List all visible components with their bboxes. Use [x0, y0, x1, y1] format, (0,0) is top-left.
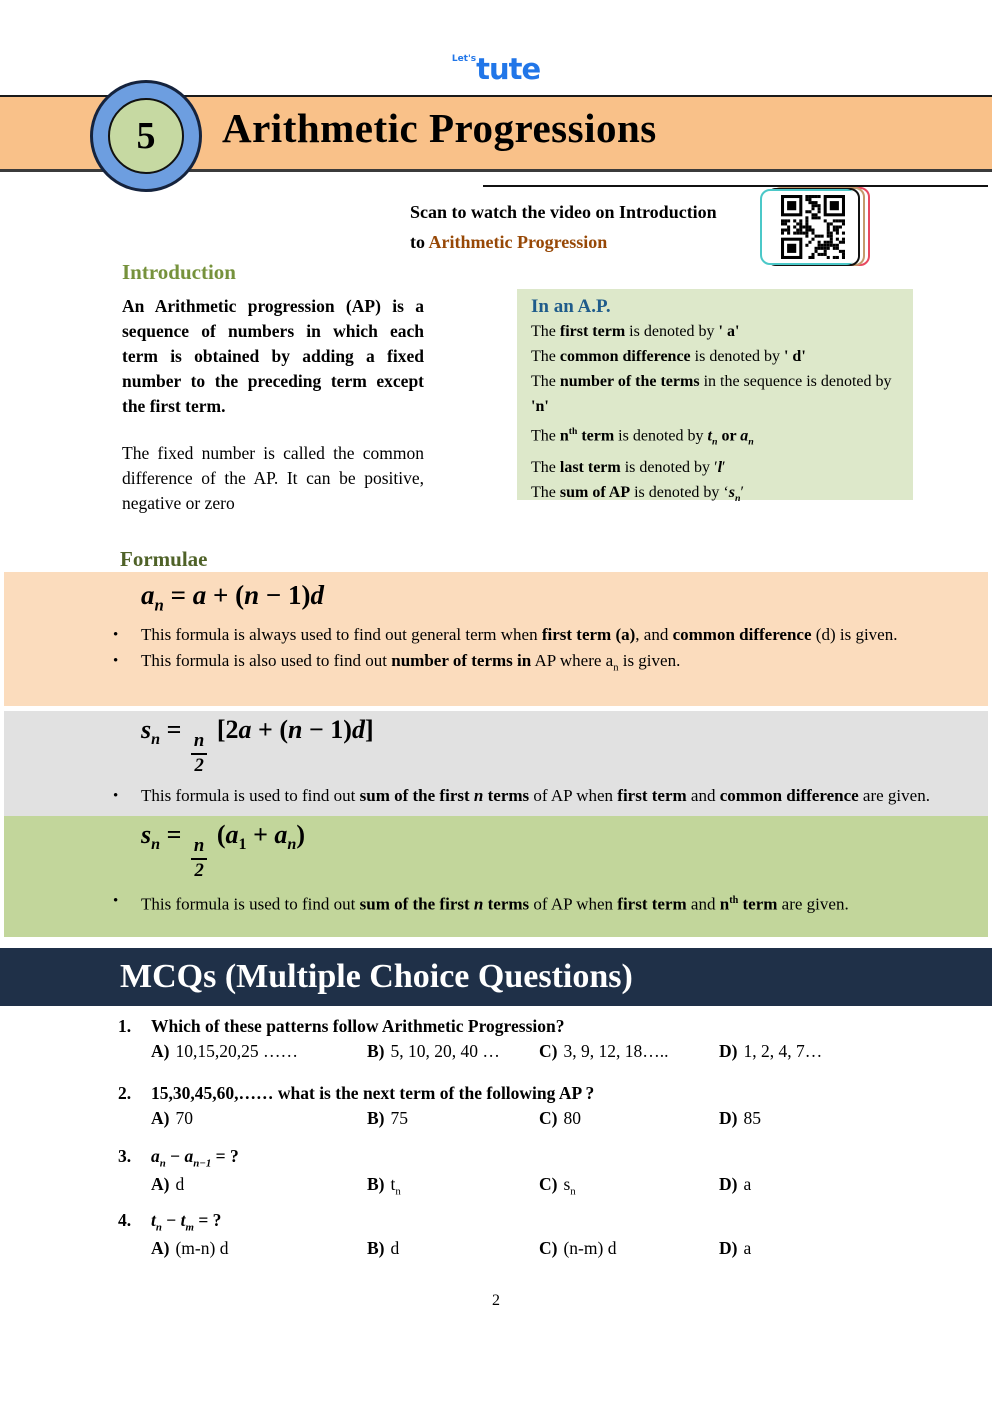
intro-paragraph-2: The fixed number is called the common difference of the AP. It can be positive, negative or zero: [122, 443, 424, 513]
formula-notes: [4, 622, 988, 681]
chapter-title: Arithmetic Progressions: [222, 105, 657, 151]
option-a: A) (m-n) d: [151, 1237, 229, 1258]
in-ap-line: The number of the terms in the sequence is denoted by 'n': [531, 373, 892, 415]
formula-box-sum-a1an: [4, 816, 988, 937]
chapter-badge: [90, 80, 202, 192]
bullet-item: • This formula is always used to find out general term when first term (a), and common difference (d) is given.: [141, 622, 948, 648]
scan-caption-topic: Arithmetic Progression: [428, 232, 608, 252]
question-text: Which of these patterns follow Arithmetic Progression?: [151, 1016, 565, 1036]
option-c: C) 80: [539, 1108, 581, 1128]
question-number: 2.: [118, 1083, 132, 1103]
scan-caption-line1: Scan to watch the video on Introduction: [410, 202, 717, 222]
scan-caption-line2: to Arithmetic Progression: [410, 232, 608, 252]
option-b: B) 75: [367, 1108, 408, 1128]
in-ap-box: [517, 289, 913, 504]
question-2: [118, 1083, 890, 1129]
option-d: D) a: [719, 1173, 752, 1194]
question-4: [118, 1210, 890, 1259]
question-text: 15,30,45,60,…… what is the next term of the following AP ?: [151, 1083, 595, 1103]
mcq-section-band: [0, 948, 992, 1006]
option-c: C) 3, 9, 12, 18…..: [539, 1041, 669, 1061]
option-d: D) 1, 2, 4, 7…: [719, 1041, 823, 1061]
chapter-number: 5: [108, 98, 184, 174]
formula-sum-2a: $s_n$ = $\frac{n}{2}$ [2a + (n − 1)d]: [141, 715, 374, 777]
qr-code-block: [758, 188, 874, 266]
bullet-item: • This formula is used to find out sum of the first n terms of AP when first term and $n^{th}$ term are given.: [141, 888, 948, 918]
brand-logo-main-text: tute: [476, 52, 541, 86]
brand-logo-small-text: Let's: [451, 54, 477, 64]
formulae-heading: Formulae: [120, 547, 208, 571]
option-b: B) $t_n$: [367, 1173, 401, 1197]
option-d: D) 85: [719, 1108, 761, 1128]
formula-notes: [4, 783, 988, 809]
question-number: 1.: [118, 1016, 132, 1036]
option-a: A) d: [151, 1173, 185, 1194]
option-c: C) $s_n$: [539, 1173, 576, 1197]
qr-code: [768, 191, 858, 263]
option-c: C) (n-m) d: [539, 1237, 617, 1258]
question-number: 3.: [118, 1146, 132, 1166]
option-b: B) d: [367, 1237, 400, 1258]
formula-nth-term: $a_n = a + (n - 1)d$: [141, 580, 325, 615]
in-ap-line: The first term is denoted by ' a': [531, 323, 740, 340]
option-a: A) 70: [151, 1108, 193, 1128]
intro-paragraph-1: An Arithmetic progression (AP) is a sequence of numbers in which each term is obtained by adding a fixed number to the preceding term except the first term.: [122, 296, 424, 416]
option-d: D) a: [719, 1237, 752, 1258]
formula-notes: [4, 888, 988, 918]
page-number: 2: [492, 1292, 500, 1309]
in-ap-line: The $n^{th}$ term is denoted by $t_n$ or $a_n$: [531, 426, 754, 448]
scan-caption: [410, 197, 770, 257]
formula-sum-a1an: $s_n$ = $\frac{n}{2}$ $(a_1 + a_n)$: [141, 820, 306, 882]
in-ap-line: The sum of AP is denoted by ‘$s_n'$: [531, 483, 745, 504]
question-1: [118, 1016, 890, 1062]
in-ap-line: The last term is denoted by ′l′: [531, 458, 726, 476]
formula-box-sum-2a: [4, 711, 988, 816]
option-a: A) 10,15,20,25 ……: [151, 1041, 298, 1061]
in-ap-line: The common difference is denoted by ' d': [531, 348, 806, 365]
qr-code-svg: [781, 195, 845, 259]
formula-box-nth-term: [4, 572, 988, 706]
intro-heading: Introduction: [122, 260, 236, 284]
question-text: $t_n - t_m$ = ?: [151, 1210, 222, 1234]
mcq-section-title: MCQs (Multiple Choice Questions): [120, 958, 633, 995]
question-number: 4.: [118, 1210, 132, 1230]
in-ap-heading: In an A.P.: [531, 296, 611, 317]
option-b: B) 5, 10, 20, 40 …: [367, 1041, 500, 1061]
question-text: $a_n - a_{n-1}$ = ?: [151, 1146, 239, 1170]
bullet-item: • This formula is used to find out sum of the first n terms of AP when first term and common difference are given.: [141, 783, 948, 809]
question-3: [118, 1146, 890, 1197]
scan-divider-line: [483, 185, 988, 187]
bullet-item: • This formula is also used to find out number of terms in AP where $a_n$ is given.: [141, 648, 948, 681]
